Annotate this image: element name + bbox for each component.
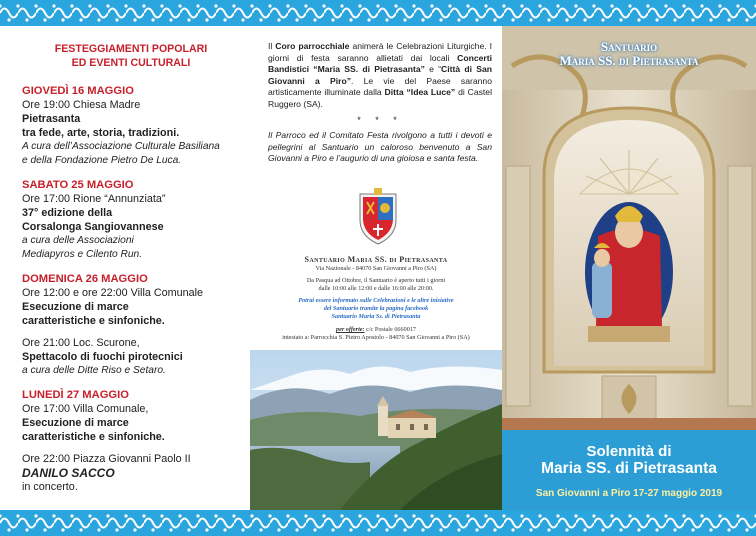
top-decorative-band [0, 0, 756, 26]
info-panel [250, 26, 502, 510]
bottom-decorative-band [0, 510, 756, 536]
event-line: Spettacolo di fuochi pirotecnici [22, 351, 183, 363]
event-line: Esecuzione di marce [22, 301, 129, 313]
cover-panel [502, 26, 756, 510]
welcome-paragraph: Il Parroco ed il Comitato Festa rivolgono a tutti i devoti e pellegrini al Santuario un caloroso benvenuto a San Giovanni a Piro e l’augurio di una gioiosa e santa festa. [268, 130, 492, 164]
facebook-page-name: Santuario Maria Ss. di Pietrasanta [331, 313, 421, 320]
landscape-image [250, 350, 502, 510]
sanctuary-name: Santuario Maria SS. di Pietrasanta [304, 255, 448, 264]
p1-band2: Città di San Giovanni a Piro” [268, 64, 492, 86]
p1-part: di Castel Ruggero (SA). [268, 87, 492, 109]
event-date: SABATO 25 MAGGIO [22, 179, 134, 191]
p1-choir: Coro parrocchiale [275, 41, 350, 51]
events-heading-line2: ED EVENTI CULTURALI [71, 57, 191, 69]
event-line: a cura delle Ditte Riso e Setaro. [22, 365, 166, 376]
event-block [22, 84, 240, 168]
wave-pattern-bottom [0, 510, 756, 536]
event-date: LUNEDÌ 27 MAGGIO [22, 389, 129, 401]
events-heading [22, 42, 240, 70]
madonna-statue-image [502, 26, 756, 430]
event-date: DOMENICA 26 MAGGIO [22, 273, 148, 285]
sanctuary-title [502, 40, 756, 68]
banner-dates [502, 488, 756, 499]
landscape-photo [250, 350, 502, 510]
p1-band1: Concerti Bandistici “Maria SS. di Pietrasanta” [268, 52, 492, 75]
event-line: Ore 17:00 Rione “Annunziata” [22, 193, 166, 205]
event-line: tra fede, arte, storia, tradizioni. [22, 127, 180, 139]
event-block [22, 388, 240, 494]
banner-date-range: 17-27 maggio 2019 [633, 488, 723, 499]
parish-crest [354, 186, 402, 246]
event-spacer [22, 444, 240, 452]
events-panel [0, 26, 250, 510]
p1-part: e “ [424, 64, 442, 75]
solemnity-banner [502, 430, 756, 510]
event-line: e della Fondazione Pietro De Luca. [22, 155, 182, 166]
events-list [22, 84, 240, 494]
banner-line1: Solennità di [586, 443, 672, 460]
sanctuary-contact [250, 256, 502, 342]
event-line: Ore 21:00 Loc. Scurone, [22, 337, 140, 349]
facebook-info-line2: del Santuario tramite la pagina facebook [323, 305, 429, 312]
event-line: Ore 17:00 Villa Comunale, [22, 403, 149, 415]
offer-label: per offerte: [336, 326, 365, 333]
event-line: Pietrasanta [22, 113, 81, 125]
event-date: GIOVEDÌ 16 MAGGIO [22, 85, 134, 97]
event-line: Ore 12:00 e ore 22:00 Villa Comunale [22, 287, 204, 299]
banner-place: San Giovanni a Piro [535, 488, 634, 499]
event-line: caratteristiche e sinfoniche. [22, 315, 165, 327]
event-line: in concerto. [22, 481, 78, 493]
event-line: Ore 22:00 Piazza Giovanni Paolo II [22, 453, 191, 465]
offer-recipient: intestato a: Parrocchia S. Pietro Apostolo - 84070 San Giovanni a Piro (SA) [282, 334, 470, 341]
event-line: 37° edizione della [22, 207, 113, 219]
p1-lights: Ditta “Idea Luce” [384, 87, 456, 98]
event-line: caratteristiche e sinfoniche. [22, 431, 165, 443]
celebrations-paragraph [268, 41, 492, 111]
opening-hours-line2: dalle 10:00 alle 12:00 e dalle 16:00 alle 20:00. [318, 285, 434, 292]
facebook-info-line1: Potrai essere informato sulle Celebrazioni e le altre iniziative [298, 297, 454, 304]
info-text [250, 26, 502, 165]
p1-part: Il [268, 41, 276, 51]
sanctuary-address: Via Nazionale - 84070 San Giovanni a Piro (SA) [315, 265, 437, 272]
opening-hours-line1: Da Pasqua ad Ottobre, il Santuario è aperto tutti i giorni [306, 277, 446, 284]
event-line: Corsalonga Sangiovannese [22, 221, 164, 233]
event-line: Esecuzione di marce [22, 417, 129, 429]
crest-icon [354, 186, 402, 246]
stars-divider: * * * [357, 114, 403, 125]
p1-part: animerà le Celebrazioni Liturgiche. I giorni di festa saranno allietati dai locali [268, 41, 493, 63]
event-line: a cura delle Associazioni [22, 235, 134, 246]
events-heading-line1: FESTEGGIAMENTI POPOLARI [54, 43, 208, 55]
event-line: DANILO SACCO [22, 466, 115, 480]
wave-pattern-top [0, 0, 756, 26]
sanctuary-title-line1: Santuario [600, 39, 658, 54]
event-line: Ore 19:00 Chiesa Madre [22, 99, 141, 111]
event-block [22, 178, 240, 262]
event-line: A cura dell’Associazione Culturale Basiliana [22, 141, 220, 152]
madonna-niche-photo [502, 26, 756, 430]
event-spacer [22, 328, 240, 336]
offer-line [250, 326, 502, 334]
event-line: Mediapyros e Cilento Run. [22, 249, 143, 260]
sanctuary-title-line2: Maria SS. di Pietrasanta [559, 53, 699, 68]
p1-part: . Le vie del Paese saranno artisticamente illuminate dalla [268, 75, 492, 98]
banner-line2: Maria SS. di Pietrasanta [541, 460, 717, 477]
offer-account: c/c Postale 6660017 [364, 326, 416, 333]
event-block [22, 272, 240, 378]
